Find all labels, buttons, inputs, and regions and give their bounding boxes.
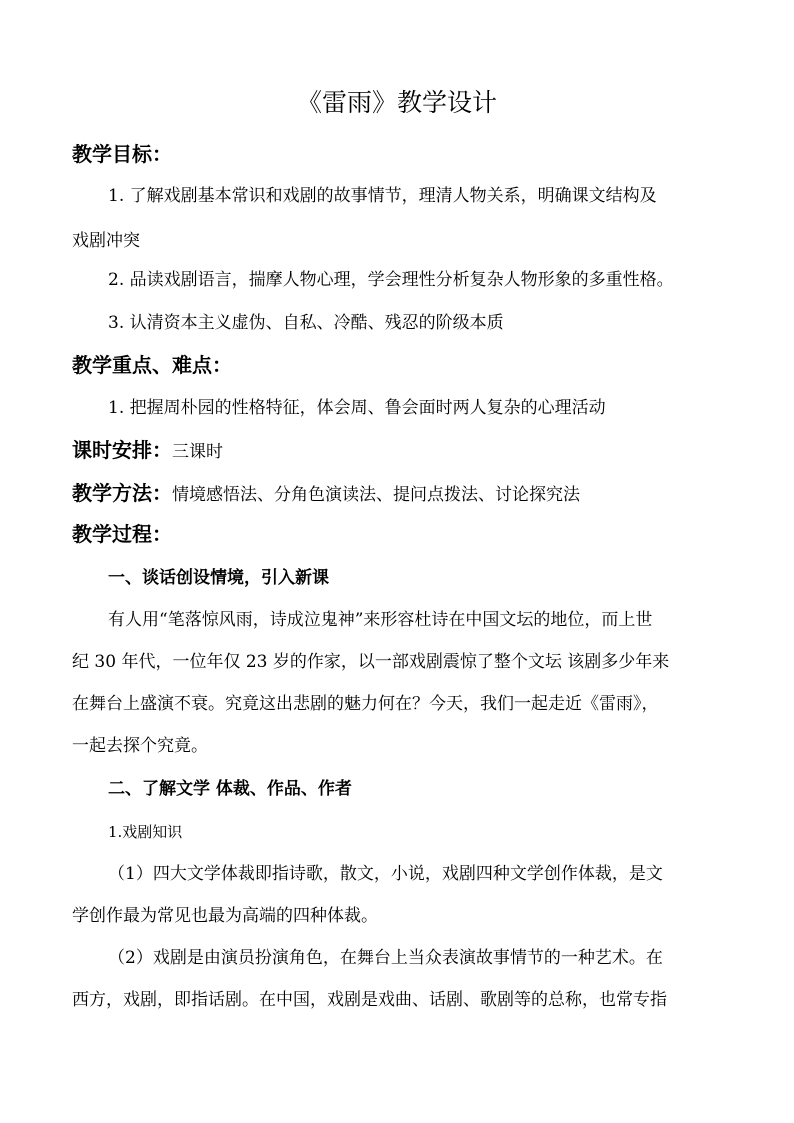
key-points-heading: 教学重点、难点： bbox=[72, 353, 232, 377]
section-1-paragraph-line-1: 有人用“笔落惊风雨，诗成泣鬼神”来形容杜诗在中国文坛的地位，而上世 bbox=[108, 610, 653, 630]
section-2-heading: 二、了解文学 体裁、作品、作者 bbox=[108, 779, 352, 799]
objective-item-1-line-2: 戏剧冲突 bbox=[72, 231, 140, 251]
schedule-label: 课时安排： bbox=[72, 438, 172, 462]
schedule-row bbox=[72, 436, 223, 464]
objective-item-2: 2. 品读戏剧语言，揣摩人物心理，学会理性分析复杂人物形象的多重性格。 bbox=[108, 270, 674, 290]
process-heading: 教学过程： bbox=[72, 522, 172, 546]
methods-label: 教学方法： bbox=[72, 481, 172, 505]
section-1-heading: 一、谈话创设情境，引入新课 bbox=[108, 568, 329, 588]
objective-item-3: 3. 认清资本主义虚伪、自私、冷酷、残忍的阶级本质 bbox=[108, 313, 504, 333]
methods-row bbox=[72, 479, 580, 507]
section-1-paragraph-line-2: 纪 30 年代，一位年仅 23 岁的作家，以一部戏剧震惊了整个文坛 该剧多少年来 bbox=[72, 652, 670, 672]
section-2-subheading: 1.戏剧知识 bbox=[108, 823, 183, 841]
schedule-value: 三课时 bbox=[172, 442, 223, 462]
section-2-paragraph-2-line-1: （2）戏剧是由演员扮演角色，在舞台上当众表演故事情节的一种艺术。在 bbox=[108, 948, 663, 968]
section-1-paragraph-line-3: 在舞台上盛演不衰。究竟这出悲剧的魅力何在？今天，我们一起走近《雷雨》， bbox=[72, 694, 659, 714]
document-title: 《雷雨》教学设计 bbox=[296, 88, 497, 117]
key-point-item-1: 1. 把握周朴园的性格特征，体会周、鲁会面时两人复杂的心理活动 bbox=[108, 398, 606, 418]
section-1-paragraph-line-4: 一起去探个究竟。 bbox=[72, 736, 208, 756]
section-2-paragraph-1-line-2: 学创作最为常见也最为高端的四种体裁。 bbox=[72, 906, 378, 926]
section-2-paragraph-1-line-1: （1）四大文学体裁即指诗歌，散文，小说，戏剧四种文学创作体裁，是文 bbox=[108, 864, 663, 884]
section-2-paragraph-2-line-2: 西方，戏剧，即指话剧。在中国，戏剧是戏曲、话剧、歌剧等的总称，也常专指 bbox=[72, 990, 667, 1010]
objective-item-1-line-1: 1. 了解戏剧基本常识和戏剧的故事情节，理清人物关系，明确课文结构及 bbox=[108, 186, 657, 206]
methods-value: 情境感悟法、分角色演读法、提问点拨法、讨论探究法 bbox=[172, 485, 580, 505]
objectives-heading: 教学目标： bbox=[72, 142, 172, 166]
